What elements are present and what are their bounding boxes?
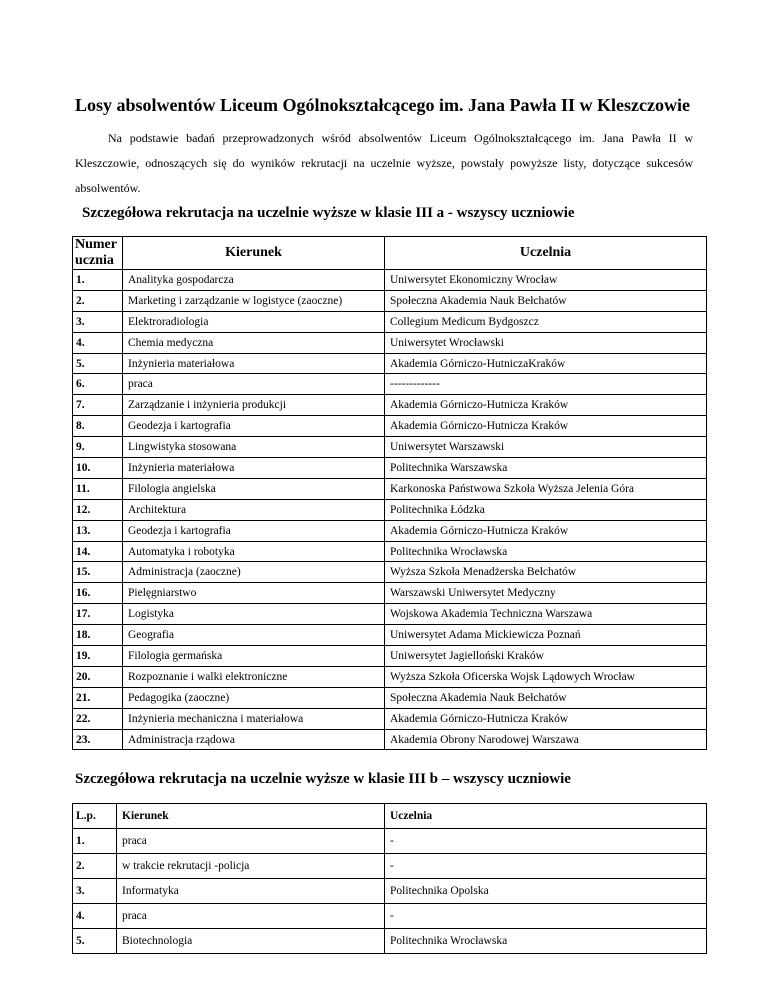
- cell-kierunek: Inżynieria materiałowa: [123, 458, 385, 479]
- row-number: 13.: [73, 520, 123, 541]
- cell-uczelnia: Politechnika Wrocławska: [385, 929, 707, 954]
- table-row: [73, 374, 707, 395]
- row-number: 8.: [73, 416, 123, 437]
- table-header-row: [73, 237, 707, 270]
- cell-kierunek: Chemia medyczna: [123, 332, 385, 353]
- table-row: [73, 311, 707, 332]
- row-number: 4.: [73, 904, 117, 929]
- table-class-3a: [72, 236, 707, 750]
- table-row: [73, 520, 707, 541]
- row-number: 1.: [73, 270, 123, 291]
- cell-uczelnia: Wyższa Szkoła Oficerska Wojsk Lądowych Wrocław: [385, 666, 707, 687]
- table-row: [73, 708, 707, 729]
- cell-kierunek: Inżynieria mechaniczna i materiałowa: [123, 708, 385, 729]
- cell-uczelnia: Uniwersytet Adama Mickiewicza Poznań: [385, 625, 707, 646]
- header-kierunek: Kierunek: [123, 237, 385, 270]
- table-header-row: [73, 804, 707, 829]
- row-number: 14.: [73, 541, 123, 562]
- cell-uczelnia: -: [385, 854, 707, 879]
- cell-uczelnia: Uniwersytet Wrocławski: [385, 332, 707, 353]
- cell-uczelnia: Politechnika Łódzka: [385, 499, 707, 520]
- cell-uczelnia: Akademia Górniczo-Hutnicza Kraków: [385, 395, 707, 416]
- table-row: [73, 478, 707, 499]
- cell-uczelnia: Wojskowa Akademia Techniczna Warszawa: [385, 604, 707, 625]
- table-row: [73, 666, 707, 687]
- cell-kierunek: Filologia germańska: [123, 646, 385, 667]
- cell-uczelnia: Uniwersytet Ekonomiczny Wrocław: [385, 270, 707, 291]
- cell-kierunek: w trakcie rekrutacji -policja: [117, 854, 385, 879]
- table-row: [73, 458, 707, 479]
- row-number: 1.: [73, 829, 117, 854]
- row-number: 20.: [73, 666, 123, 687]
- table-row: [73, 562, 707, 583]
- cell-kierunek: Analityka gospodarcza: [123, 270, 385, 291]
- row-number: 18.: [73, 625, 123, 646]
- header-uczelnia: Uczelnia: [385, 237, 707, 270]
- cell-kierunek: praca: [117, 829, 385, 854]
- row-number: 7.: [73, 395, 123, 416]
- cell-uczelnia: Politechnika Wrocławska: [385, 541, 707, 562]
- row-number: 3.: [73, 311, 123, 332]
- row-number: 15.: [73, 562, 123, 583]
- table-row: [73, 687, 707, 708]
- cell-kierunek: Marketing i zarządzanie w logistyce (zaoczne): [123, 290, 385, 311]
- cell-kierunek: Inżynieria materiałowa: [123, 353, 385, 374]
- cell-kierunek: Administracja rządowa: [123, 729, 385, 750]
- row-number: 16.: [73, 583, 123, 604]
- header-uczelnia: Uczelnia: [385, 804, 707, 829]
- cell-uczelnia: -------------: [385, 374, 707, 395]
- header-lp: L.p.: [73, 804, 117, 829]
- cell-kierunek: Administracja (zaoczne): [123, 562, 385, 583]
- row-number: 12.: [73, 499, 123, 520]
- header-kierunek: Kierunek: [117, 804, 385, 829]
- cell-uczelnia: Akademia Obrony Narodowej Warszawa: [385, 729, 707, 750]
- cell-uczelnia: Akademia Górniczo-HutniczaKraków: [385, 353, 707, 374]
- table-row: [73, 395, 707, 416]
- table-row: [73, 854, 707, 879]
- cell-kierunek: Pielęgniarstwo: [123, 583, 385, 604]
- row-number: 10.: [73, 458, 123, 479]
- table-row: [73, 604, 707, 625]
- row-number: 3.: [73, 879, 117, 904]
- table-row: [73, 929, 707, 954]
- row-number: 23.: [73, 729, 123, 750]
- row-number: 5.: [73, 929, 117, 954]
- cell-kierunek: Architektura: [123, 499, 385, 520]
- cell-uczelnia: Akademia Górniczo-Hutnicza Kraków: [385, 520, 707, 541]
- cell-kierunek: Informatyka: [117, 879, 385, 904]
- row-number: 21.: [73, 687, 123, 708]
- cell-kierunek: Geodezja i kartografia: [123, 416, 385, 437]
- header-numer-line2: ucznia: [75, 253, 114, 268]
- row-number: 6.: [73, 374, 123, 395]
- header-numer-ucznia: [73, 237, 123, 270]
- cell-uczelnia: Wyższa Szkoła Menadżerska Bełchatów: [385, 562, 707, 583]
- row-number: 11.: [73, 478, 123, 499]
- cell-uczelnia: Warszawski Uniwersytet Medyczny: [385, 583, 707, 604]
- cell-uczelnia: Akademia Górniczo-Hutnicza Kraków: [385, 708, 707, 729]
- cell-uczelnia: Uniwersytet Jagielloński Kraków: [385, 646, 707, 667]
- cell-uczelnia: Collegium Medicum Bydgoszcz: [385, 311, 707, 332]
- row-number: 2.: [73, 290, 123, 311]
- cell-kierunek: praca: [123, 374, 385, 395]
- table-row: [73, 729, 707, 750]
- row-number: 22.: [73, 708, 123, 729]
- table-row: [73, 332, 707, 353]
- cell-uczelnia: Społeczna Akademia Nauk Bełchatów: [385, 687, 707, 708]
- row-number: 2.: [73, 854, 117, 879]
- table-row: [73, 904, 707, 929]
- cell-uczelnia: Karkonoska Państwowa Szkoła Wyższa Jelenia Góra: [385, 478, 707, 499]
- row-number: 5.: [73, 353, 123, 374]
- cell-kierunek: Filologia angielska: [123, 478, 385, 499]
- cell-kierunek: Biotechnologia: [117, 929, 385, 954]
- cell-uczelnia: Społeczna Akademia Nauk Bełchatów: [385, 290, 707, 311]
- table-row: [73, 416, 707, 437]
- cell-uczelnia: Akademia Górniczo-Hutnicza Kraków: [385, 416, 707, 437]
- row-number: 9.: [73, 437, 123, 458]
- table-row: [73, 625, 707, 646]
- cell-uczelnia: -: [385, 829, 707, 854]
- table-class-3b: [72, 803, 707, 954]
- cell-kierunek: Lingwistyka stosowana: [123, 437, 385, 458]
- section-title-class-3a: Szczegółowa rekrutacja na uczelnie wyższe w klasie III a - wszyscy uczniowie: [82, 205, 575, 221]
- row-number: 17.: [73, 604, 123, 625]
- table-row: [73, 541, 707, 562]
- table-row: [73, 437, 707, 458]
- table-row: [73, 879, 707, 904]
- table-row: [73, 353, 707, 374]
- cell-uczelnia: Politechnika Opolska: [385, 879, 707, 904]
- row-number: 19.: [73, 646, 123, 667]
- table-row: [73, 270, 707, 291]
- cell-kierunek: Zarządzanie i inżynieria produkcji: [123, 395, 385, 416]
- page-title: Losy absolwentów Liceum Ogólnokształcącego im. Jana Pawła II w Kleszczowie: [75, 95, 690, 115]
- row-number: 4.: [73, 332, 123, 353]
- cell-kierunek: Rozpoznanie i walki elektroniczne: [123, 666, 385, 687]
- cell-kierunek: Elektroradiologia: [123, 311, 385, 332]
- cell-kierunek: Logistyka: [123, 604, 385, 625]
- header-numer-line1: Numer: [75, 237, 117, 252]
- cell-kierunek: Automatyka i robotyka: [123, 541, 385, 562]
- intro-paragraph: Na podstawie badań przeprowadzonych wśród absolwentów Liceum Ogólnokształcącego im. Jana Pawła II w Kleszczowie, odnoszących się do wyników rekrutacji na uczelnie wyższe, powstały powyższe listy, dotyczące sukcesów absolwentów.: [75, 131, 693, 195]
- cell-kierunek: Geografia: [123, 625, 385, 646]
- cell-uczelnia: -: [385, 904, 707, 929]
- table-row: [73, 583, 707, 604]
- cell-kierunek: Pedagogika (zaoczne): [123, 687, 385, 708]
- section-title-class-3b: Szczegółowa rekrutacja na uczelnie wyższe w klasie III b – wszyscy uczniowie: [75, 771, 571, 787]
- cell-kierunek: Geodezja i kartografia: [123, 520, 385, 541]
- cell-uczelnia: Politechnika Warszawska: [385, 458, 707, 479]
- table-row: [73, 646, 707, 667]
- table-row: [73, 829, 707, 854]
- table-row: [73, 290, 707, 311]
- cell-uczelnia: Uniwersytet Warszawski: [385, 437, 707, 458]
- table-row: [73, 499, 707, 520]
- cell-kierunek: praca: [117, 904, 385, 929]
